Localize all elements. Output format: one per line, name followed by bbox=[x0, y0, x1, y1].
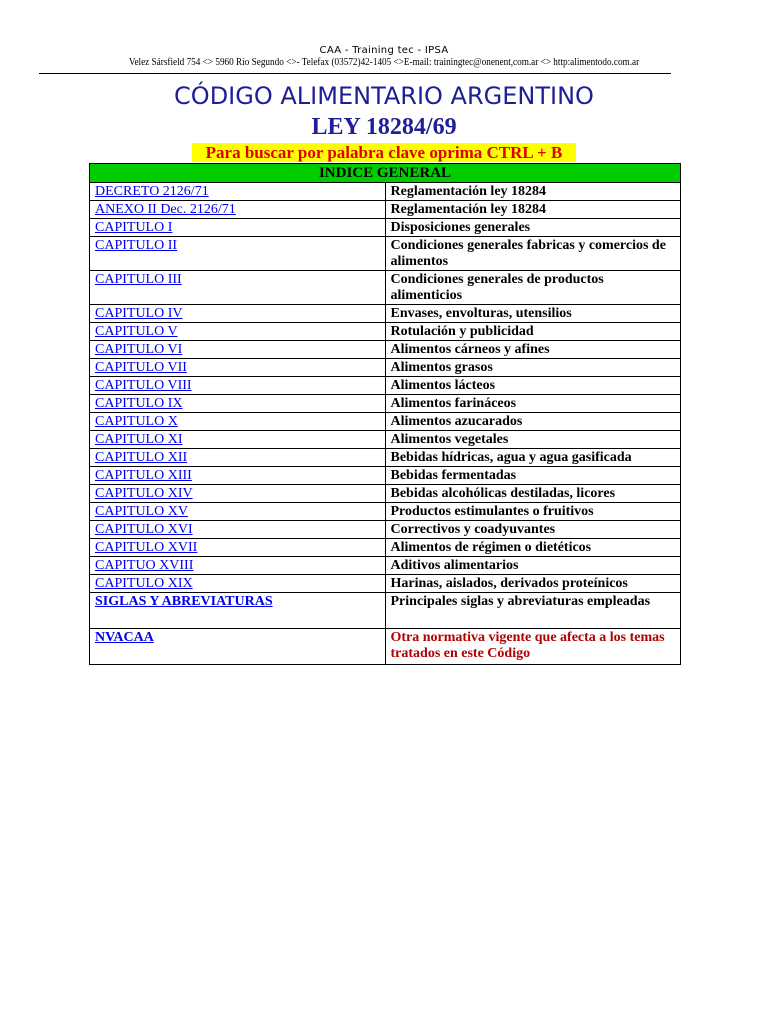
table-row bbox=[90, 629, 681, 665]
row-description: Rotulación y publicidad bbox=[385, 323, 681, 341]
index-heading: INDICE GENERAL bbox=[90, 164, 681, 183]
link-capitulo-18[interactable]: CAPITUO XVIII bbox=[95, 558, 194, 573]
row-description: Bebidas hídricas, agua y agua gasificada bbox=[385, 449, 681, 467]
row-description: Envases, envolturas, utensilios bbox=[385, 305, 681, 323]
link-capitulo-9[interactable]: CAPITULO IX bbox=[95, 396, 183, 411]
link-capitulo-7[interactable]: CAPITULO VII bbox=[95, 360, 187, 375]
search-hint: Para buscar por palabra clave oprima CTRL + B bbox=[192, 143, 576, 162]
table-row bbox=[90, 305, 681, 323]
table-row bbox=[90, 219, 681, 237]
row-description: Alimentos lácteos bbox=[385, 377, 681, 395]
link-capitulo-11[interactable]: CAPITULO XI bbox=[95, 432, 183, 447]
table-row bbox=[90, 503, 681, 521]
link-capitulo-4[interactable]: CAPITULO IV bbox=[95, 306, 183, 321]
index-table bbox=[89, 163, 681, 665]
table-row bbox=[90, 557, 681, 575]
header-divider bbox=[39, 73, 671, 74]
row-description: Alimentos azucarados bbox=[385, 413, 681, 431]
row-description: Condiciones generales fabricas y comercios de alimentos bbox=[385, 237, 681, 271]
row-description: Aditivos alimentarios bbox=[385, 557, 681, 575]
row-description: Correctivos y coadyuvantes bbox=[385, 521, 681, 539]
row-description: Productos estimulantes o fruitivos bbox=[385, 503, 681, 521]
row-description: Principales siglas y abreviaturas empleadas bbox=[385, 593, 681, 629]
row-description: Bebidas fermentadas bbox=[385, 467, 681, 485]
table-row bbox=[90, 539, 681, 557]
link-capitulo-8[interactable]: CAPITULO VIII bbox=[95, 378, 192, 393]
table-row bbox=[90, 271, 681, 305]
table-row bbox=[90, 431, 681, 449]
link-capitulo-15[interactable]: CAPITULO XV bbox=[95, 504, 188, 519]
table-row bbox=[90, 359, 681, 377]
link-capitulo-1[interactable]: CAPITULO I bbox=[95, 220, 173, 235]
row-description: Condiciones generales de productos alimenticios bbox=[385, 271, 681, 305]
row-description: Alimentos de régimen o dietéticos bbox=[385, 539, 681, 557]
row-description: Alimentos vegetales bbox=[385, 431, 681, 449]
table-row bbox=[90, 395, 681, 413]
row-description: Disposiciones generales bbox=[385, 219, 681, 237]
link-anexo-ii[interactable]: ANEXO II Dec. 2126/71 bbox=[95, 202, 236, 217]
table-row bbox=[90, 323, 681, 341]
link-capitulo-2[interactable]: CAPITULO II bbox=[95, 238, 178, 253]
link-capitulo-6[interactable]: CAPITULO VI bbox=[95, 342, 183, 357]
link-decreto-2126[interactable]: DECRETO 2126/71 bbox=[95, 184, 209, 199]
table-row bbox=[90, 237, 681, 271]
table-row bbox=[90, 467, 681, 485]
row-description: Alimentos cárneos y afines bbox=[385, 341, 681, 359]
table-row bbox=[90, 183, 681, 201]
link-capitulo-14[interactable]: CAPITULO XIV bbox=[95, 486, 193, 501]
table-row bbox=[90, 593, 681, 629]
page-title: CÓDIGO ALIMENTARIO ARGENTINO bbox=[174, 82, 594, 110]
row-description: Alimentos farináceos bbox=[385, 395, 681, 413]
row-description: Alimentos grasos bbox=[385, 359, 681, 377]
link-capitulo-19[interactable]: CAPITULO XIX bbox=[95, 576, 193, 591]
header-line-1: CAA - Training tec - IPSA bbox=[319, 45, 449, 56]
table-row bbox=[90, 201, 681, 219]
header-line-2: Velez Sársfield 754 <> 5960 Río Segundo <>- Telefax (03572)42-1405 <>E-mail: trainingtec@onenent,com.ar <> http:alimentodo.com.ar bbox=[128, 57, 640, 68]
table-row bbox=[90, 521, 681, 539]
row-description: Bebidas alcohólicas destiladas, licores bbox=[385, 485, 681, 503]
table-row bbox=[90, 377, 681, 395]
link-nvacaa[interactable]: NVACAA bbox=[95, 630, 154, 645]
link-capitulo-13[interactable]: CAPITULO XIII bbox=[95, 468, 192, 483]
row-description: Reglamentación ley 18284 bbox=[385, 183, 681, 201]
row-description: Reglamentación ley 18284 bbox=[385, 201, 681, 219]
row-description: Harinas, aislados, derivados proteínicos bbox=[385, 575, 681, 593]
link-capitulo-16[interactable]: CAPITULO XVI bbox=[95, 522, 193, 537]
link-capitulo-10[interactable]: CAPITULO X bbox=[95, 414, 178, 429]
table-row bbox=[90, 575, 681, 593]
table-row bbox=[90, 449, 681, 467]
link-capitulo-12[interactable]: CAPITULO XII bbox=[95, 450, 188, 465]
page-subtitle: LEY 18284/69 bbox=[311, 114, 457, 140]
link-capitulo-3[interactable]: CAPITULO III bbox=[95, 272, 182, 287]
table-row bbox=[90, 413, 681, 431]
table-row bbox=[90, 485, 681, 503]
link-capitulo-5[interactable]: CAPITULO V bbox=[95, 324, 178, 339]
row-description: Otra normativa vigente que afecta a los temas tratados en este Código bbox=[385, 629, 681, 665]
link-capitulo-17[interactable]: CAPITULO XVII bbox=[95, 540, 198, 555]
table-row bbox=[90, 341, 681, 359]
link-siglas-abreviaturas[interactable]: SIGLAS Y ABREVIATURAS bbox=[95, 594, 273, 609]
